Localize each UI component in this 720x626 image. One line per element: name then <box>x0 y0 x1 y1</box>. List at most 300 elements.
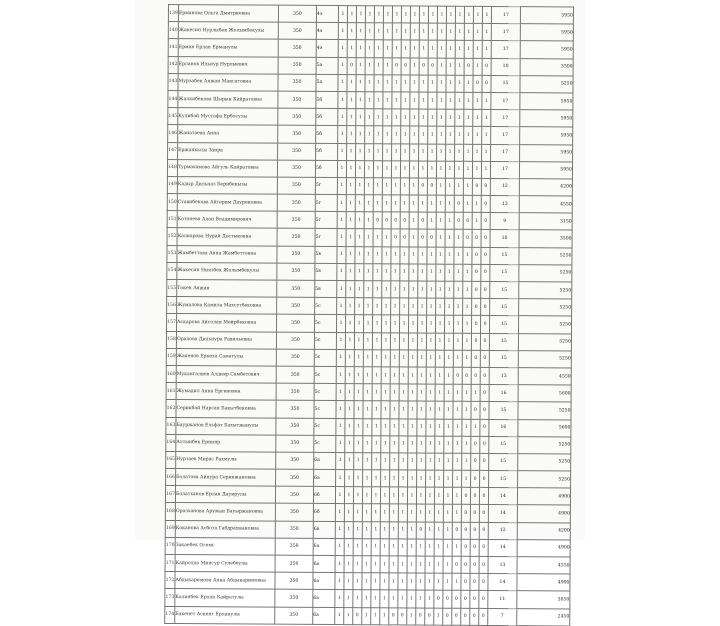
row-number: 154 <box>167 262 177 279</box>
attendance-mark: 1 <box>455 23 464 40</box>
row-number: 145 <box>168 108 178 125</box>
fee-cell: 350 <box>278 22 316 39</box>
attendance-mark: 1 <box>409 281 418 298</box>
attendance-mark: 1 <box>372 453 381 470</box>
class-cell: 5б <box>315 160 337 177</box>
attendance-mark: 1 <box>399 367 408 384</box>
attendance-mark: 1 <box>443 539 452 556</box>
attendance-mark: 1 <box>337 229 346 246</box>
attendance-mark: 1 <box>345 435 354 452</box>
attendance-mark: 1 <box>426 350 435 367</box>
total-amount: 5250 <box>518 402 571 420</box>
attendance-mark: 1 <box>354 349 363 366</box>
attendance-mark: 1 <box>443 487 452 504</box>
attendance-mark: 1 <box>426 453 435 470</box>
attendance-mark: 1 <box>363 384 372 401</box>
attendance-mark: 1 <box>435 470 444 487</box>
attendance-mark: 1 <box>425 539 434 556</box>
attendance-mark: 1 <box>437 92 446 109</box>
attendance-mark: 0 <box>472 247 481 264</box>
fee-cell: 350 <box>275 590 313 607</box>
attendance-mark: 1 <box>407 573 416 590</box>
total-amount: 4900 <box>517 574 570 592</box>
fee-cell: 350 <box>276 383 314 400</box>
attendance-mark: 1 <box>382 178 391 195</box>
attendance-mark: 1 <box>463 195 472 212</box>
attendance-mark: 1 <box>382 298 391 315</box>
attendance-mark: 1 <box>346 298 355 315</box>
attendance-mark: 1 <box>435 384 444 401</box>
attendance-mark: 0 <box>479 591 488 608</box>
attendance-mark: 1 <box>382 281 391 298</box>
attendance-mark: 1 <box>418 298 427 315</box>
attendance-mark: 1 <box>364 178 373 195</box>
attendance-mark: 1 <box>372 350 381 367</box>
fee-cell: 350 <box>277 160 315 177</box>
class-cell: 5в <box>315 280 337 297</box>
attendance-mark: 0 <box>463 213 472 230</box>
attendance-mark: 1 <box>336 401 345 418</box>
attendance-mark: 1 <box>399 470 408 487</box>
attendance-mark: 1 <box>364 298 373 315</box>
attendance-mark: 1 <box>391 178 400 195</box>
attendance-mark: 1 <box>453 384 462 401</box>
attendance-mark: 1 <box>390 332 399 349</box>
attendance-mark: 1 <box>344 521 353 538</box>
attendance-mark: 1 <box>374 143 383 160</box>
fee-cell: 350 <box>277 280 315 297</box>
attendance-mark: 1 <box>426 436 435 453</box>
attendance-mark: 0 <box>400 212 409 229</box>
student-name: Оразханова Аружан Бауыржановна <box>175 503 275 521</box>
attendance-mark: 1 <box>418 195 427 212</box>
attendance-mark: 0 <box>425 608 434 625</box>
attendance-mark: 0 <box>471 436 480 453</box>
attendance-mark: 0 <box>427 178 436 195</box>
attendance-mark: 0 <box>472 178 481 195</box>
attendance-mark: 1 <box>443 556 452 573</box>
class-cell: 5а <box>316 57 338 74</box>
fee-cell: 350 <box>278 108 316 125</box>
attendance-mark: 1 <box>345 470 354 487</box>
attendance-mark: 1 <box>471 384 480 401</box>
attendance-mark: 1 <box>374 92 383 109</box>
attendance-mark: 0 <box>480 316 489 333</box>
attendance-mark: 1 <box>363 315 372 332</box>
attendance-mark: 1 <box>372 384 381 401</box>
attendance-mark: 1 <box>365 23 374 40</box>
attendance-mark: 1 <box>390 350 399 367</box>
attendance-mark: 1 <box>428 6 437 23</box>
attendance-mark: 1 <box>356 57 365 74</box>
attendance-mark: 1 <box>392 143 401 160</box>
attendance-mark: 1 <box>444 333 453 350</box>
attendance-mark: 1 <box>444 453 453 470</box>
attendance-mark: 1 <box>417 350 426 367</box>
attendance-mark: 0 <box>480 333 489 350</box>
attendance-mark: 1 <box>337 160 346 177</box>
attendance-mark: 0 <box>481 195 490 212</box>
attendance-mark: 1 <box>338 126 347 143</box>
attendance-mark: 1 <box>463 298 472 315</box>
student-name: Алтынбек Ернияр <box>176 434 276 452</box>
attendance-mark: 0 <box>471 402 480 419</box>
attendance-mark: 1 <box>389 573 398 590</box>
attendance-mark: 1 <box>453 419 462 436</box>
attendance-mark: 1 <box>446 127 455 144</box>
attendance-mark: 1 <box>419 144 428 161</box>
attendance-mark: 1 <box>416 504 425 521</box>
class-cell: 5с <box>314 349 336 366</box>
attendance-mark: 1 <box>444 402 453 419</box>
attendance-mark: 1 <box>446 6 455 23</box>
attendance-mark: 1 <box>347 6 356 23</box>
attendance-mark: 0 <box>427 230 436 247</box>
total-amount: 3500 <box>520 58 573 76</box>
attendance-mark: 1 <box>482 41 491 58</box>
attendance-mark: 1 <box>355 281 364 298</box>
student-name: Жакенов Еркеха Саматулы <box>176 348 276 366</box>
attendance-mark: 1 <box>374 6 383 23</box>
attendance-mark: 1 <box>371 521 380 538</box>
attendance-mark: 1 <box>371 504 380 521</box>
total-count: 7 <box>488 608 517 625</box>
attendance-mark: 1 <box>365 40 374 57</box>
student-name: Кайролда Минсур Сулебеулы <box>175 555 275 573</box>
attendance-mark: 1 <box>336 366 345 383</box>
attendance-mark: 0 <box>428 58 437 75</box>
attendance-mark: 1 <box>373 178 382 195</box>
attendance-mark: 1 <box>473 144 482 161</box>
attendance-mark: 1 <box>445 195 454 212</box>
attendance-mark: 1 <box>380 539 389 556</box>
attendance-mark: 1 <box>354 315 363 332</box>
row-number: 171 <box>165 554 175 571</box>
attendance-mark: 1 <box>444 367 453 384</box>
attendance-mark: 1 <box>381 470 390 487</box>
attendance-mark: 1 <box>418 264 427 281</box>
attendance-mark: 1 <box>482 144 491 161</box>
attendance-mark: 1 <box>345 332 354 349</box>
attendance-mark: 0 <box>470 591 479 608</box>
attendance-mark: 1 <box>338 57 347 74</box>
attendance-mark: 0 <box>480 470 489 487</box>
fee-cell: 350 <box>276 349 314 366</box>
attendance-mark: 1 <box>353 556 362 573</box>
attendance-mark: 0 <box>480 453 489 470</box>
attendance-mark: 1 <box>410 58 419 75</box>
attendance-mark: 0 <box>481 230 490 247</box>
attendance-mark: 1 <box>407 590 416 607</box>
attendance-mark: 1 <box>453 436 462 453</box>
attendance-mark: 1 <box>391 264 400 281</box>
row-number: 165 <box>166 451 176 468</box>
attendance-mark: 1 <box>425 556 434 573</box>
attendance-mark: 1 <box>462 436 471 453</box>
attendance-mark: 1 <box>363 470 372 487</box>
attendance-mark: 0 <box>419 58 428 75</box>
attendance-mark: 1 <box>463 178 472 195</box>
attendance-mark: 1 <box>426 333 435 350</box>
student-name: Мукангалиев Алдияр Самбетович <box>176 365 276 383</box>
attendance-mark: 1 <box>365 6 374 23</box>
attendance-mark: 1 <box>419 109 428 126</box>
attendance-mark: 1 <box>482 127 491 144</box>
attendance-mark: 1 <box>454 264 463 281</box>
attendance-mark: 1 <box>356 109 365 126</box>
attendance-mark: 1 <box>354 401 363 418</box>
attendance-mark: 1 <box>392 92 401 109</box>
attendance-mark: 1 <box>419 6 428 23</box>
class-cell: 6в <box>313 521 335 538</box>
attendance-mark: 1 <box>410 126 419 143</box>
attendance-mark: 1 <box>463 161 472 178</box>
attendance-mark: 0 <box>480 350 489 367</box>
attendance-mark: 1 <box>364 212 373 229</box>
attendance-mark: 1 <box>347 74 356 91</box>
fee-cell: 350 <box>277 211 315 228</box>
total-count: 17 <box>490 161 519 178</box>
attendance-mark: 0 <box>452 556 461 573</box>
attendance-mark: 1 <box>392 6 401 23</box>
attendance-mark: 1 <box>338 143 347 160</box>
total-count: 9 <box>490 213 519 230</box>
attendance-mark: 1 <box>436 298 445 315</box>
attendance-mark: 1 <box>373 298 382 315</box>
class-cell: 6а <box>314 452 336 469</box>
row-number: 152 <box>167 228 177 245</box>
attendance-mark: 1 <box>434 522 443 539</box>
attendance-mark: 0 <box>470 556 479 573</box>
total-count: 15 <box>489 402 518 419</box>
attendance-mark: 1 <box>355 263 364 280</box>
attendance-mark: 1 <box>428 126 437 143</box>
class-cell: 4э <box>316 23 338 40</box>
attendance-mark: 0 <box>470 522 479 539</box>
class-cell: 5г <box>315 229 337 246</box>
class-cell: 5г <box>315 212 337 229</box>
attendance-mark: 1 <box>371 590 380 607</box>
attendance-mark: 1 <box>428 40 437 57</box>
attendance-mark: 1 <box>472 161 481 178</box>
row-number: 170 <box>165 537 175 554</box>
attendance-mark: 1 <box>426 401 435 418</box>
row-number: 144 <box>168 90 178 107</box>
attendance-mark: 1 <box>417 401 426 418</box>
row-number: 155 <box>167 279 177 296</box>
student-name: Болатова Айнура Серикжановна <box>176 469 276 487</box>
attendance-mark: 1 <box>437 144 446 161</box>
total-count: 15 <box>490 264 519 281</box>
student-name: Мурзабек Аяжан Максатовна <box>178 73 278 91</box>
attendance-mark: 0 <box>443 591 452 608</box>
attendance-mark: 1 <box>464 144 473 161</box>
attendance-mark: 1 <box>427 195 436 212</box>
attendance-mark: 1 <box>356 6 365 23</box>
attendance-mark: 1 <box>408 333 417 350</box>
attendance-mark: 1 <box>419 75 428 92</box>
attendance-mark: 1 <box>446 109 455 126</box>
total-amount: 5950 <box>520 127 573 145</box>
attendance-mark: 1 <box>417 453 426 470</box>
attendance-mark: 1 <box>381 332 390 349</box>
fee-cell: 350 <box>277 229 315 246</box>
attendance-mark: 1 <box>427 161 436 178</box>
attendance-mark: 1 <box>455 41 464 58</box>
attendance-mark: 1 <box>337 263 346 280</box>
row-number: 142 <box>168 56 178 73</box>
total-count: 13 <box>489 367 518 384</box>
row-number: 141 <box>168 39 178 56</box>
total-amount: 3500 <box>519 230 572 248</box>
attendance-mark: 1 <box>347 126 356 143</box>
total-amount: 3850 <box>517 591 570 609</box>
attendance-mark: 1 <box>362 607 371 624</box>
attendance-mark: 1 <box>399 401 408 418</box>
student-name: Нуртаев Мирас Рахмулы <box>176 451 276 469</box>
attendance-mark: 0 <box>472 299 481 316</box>
attendance-mark: 1 <box>454 230 463 247</box>
attendance-mark: 1 <box>419 92 428 109</box>
total-count: 15 <box>489 333 518 350</box>
attendance-mark: 1 <box>437 58 446 75</box>
row-number: 153 <box>167 245 177 262</box>
attendance-mark: 1 <box>390 418 399 435</box>
attendance-mark: 1 <box>355 160 364 177</box>
attendance-mark: 1 <box>446 41 455 58</box>
attendance-mark: 1 <box>427 212 436 229</box>
attendance-mark: 1 <box>381 384 390 401</box>
attendance-mark: 1 <box>401 75 410 92</box>
attendance-mark: 1 <box>408 350 417 367</box>
fee-cell: 350 <box>277 194 315 211</box>
fee-cell: 350 <box>278 143 316 160</box>
attendance-mark: 1 <box>354 470 363 487</box>
attendance-mark: 1 <box>380 556 389 573</box>
class-cell: 6а <box>313 573 335 590</box>
class-cell: 6б <box>313 504 335 521</box>
attendance-mark: 1 <box>408 453 417 470</box>
attendance-mark: 1 <box>338 91 347 108</box>
attendance-mark: 1 <box>446 75 455 92</box>
total-count: 14 <box>488 574 517 591</box>
attendance-mark: 1 <box>373 264 382 281</box>
attendance-mark: 1 <box>390 315 399 332</box>
attendance-mark: 0 <box>353 607 362 624</box>
attendance-mark: 1 <box>454 161 463 178</box>
attendance-mark: 1 <box>410 6 419 23</box>
attendance-mark: 0 <box>452 608 461 625</box>
attendance-mark: 1 <box>373 246 382 263</box>
total-count: 15 <box>490 299 519 316</box>
attendance-mark: 1 <box>383 40 392 57</box>
attendance-mark: 0 <box>479 574 488 591</box>
attendance-mark: 0 <box>401 57 410 74</box>
attendance-mark: 1 <box>390 367 399 384</box>
table-row <box>165 606 570 626</box>
attendance-mark: 1 <box>399 315 408 332</box>
attendance-mark: 1 <box>389 556 398 573</box>
attendance-mark: 1 <box>435 401 444 418</box>
ledger-body <box>165 5 574 626</box>
attendance-mark: 1 <box>400 298 409 315</box>
attendance-mark: 1 <box>454 247 463 264</box>
attendance-mark: 1 <box>400 195 409 212</box>
attendance-mark: 1 <box>381 418 390 435</box>
student-name: Аскарова Айсолан Мейрбековна <box>177 314 277 332</box>
total-count: 15 <box>489 453 518 470</box>
attendance-mark: 0 <box>481 178 490 195</box>
attendance-mark: 1 <box>434 556 443 573</box>
attendance-mark: 1 <box>455 6 464 23</box>
attendance-mark: 1 <box>462 419 471 436</box>
attendance-mark: 1 <box>408 367 417 384</box>
attendance-mark: 0 <box>416 608 425 625</box>
total-amount: 4200 <box>517 522 570 540</box>
fee-cell: 350 <box>278 91 316 108</box>
attendance-mark: 0 <box>452 522 461 539</box>
attendance-mark: 1 <box>401 40 410 57</box>
attendance-mark: 1 <box>444 350 453 367</box>
attendance-mark: 1 <box>401 109 410 126</box>
attendance-mark: 1 <box>453 470 462 487</box>
total-amount: 3150 <box>519 213 572 231</box>
attendance-mark: 1 <box>364 281 373 298</box>
attendance-mark: 1 <box>345 401 354 418</box>
attendance-mark: 0 <box>471 316 480 333</box>
attendance-mark: 1 <box>416 573 425 590</box>
attendance-mark: 1 <box>365 126 374 143</box>
attendance-mark: 1 <box>427 281 436 298</box>
attendance-mark: 1 <box>408 384 417 401</box>
total-amount: 5950 <box>520 144 573 162</box>
fee-cell: 350 <box>276 418 314 435</box>
attendance-mark: 0 <box>434 591 443 608</box>
attendance-mark: 1 <box>383 6 392 23</box>
attendance-mark: 1 <box>344 538 353 555</box>
attendance-mark: 1 <box>392 75 401 92</box>
attendance-mark: 1 <box>346 212 355 229</box>
attendance-mark: 1 <box>381 435 390 452</box>
attendance-mark: 1 <box>445 281 454 298</box>
attendance-mark: 0 <box>461 539 470 556</box>
attendance-mark: 1 <box>409 178 418 195</box>
attendance-mark: 1 <box>407 539 416 556</box>
attendance-mark: 1 <box>425 573 434 590</box>
attendance-mark: 1 <box>409 298 418 315</box>
total-amount: 5600 <box>518 385 571 403</box>
attendance-mark: 1 <box>425 522 434 539</box>
total-amount: 4900 <box>517 488 570 506</box>
attendance-mark: 0 <box>373 212 382 229</box>
attendance-mark: 1 <box>416 590 425 607</box>
attendance-mark: 1 <box>382 264 391 281</box>
attendance-mark: 1 <box>427 264 436 281</box>
total-count: 13 <box>490 196 519 213</box>
fee-cell: 350 <box>276 332 314 349</box>
attendance-mark: 1 <box>464 75 473 92</box>
student-name: Кадыр Дильназ Бернбекызы <box>177 176 277 194</box>
attendance-mark: 0 <box>391 212 400 229</box>
attendance-mark: 1 <box>399 332 408 349</box>
attendance-mark: 1 <box>382 229 391 246</box>
student-name: Жамбеттова Анна Жамбеттовна <box>177 245 277 263</box>
attendance-mark: 1 <box>364 264 373 281</box>
attendance-mark: 1 <box>344 607 353 624</box>
attendance-mark: 1 <box>473 92 482 109</box>
attendance-mark: 1 <box>354 418 363 435</box>
attendance-mark: 1 <box>346 195 355 212</box>
